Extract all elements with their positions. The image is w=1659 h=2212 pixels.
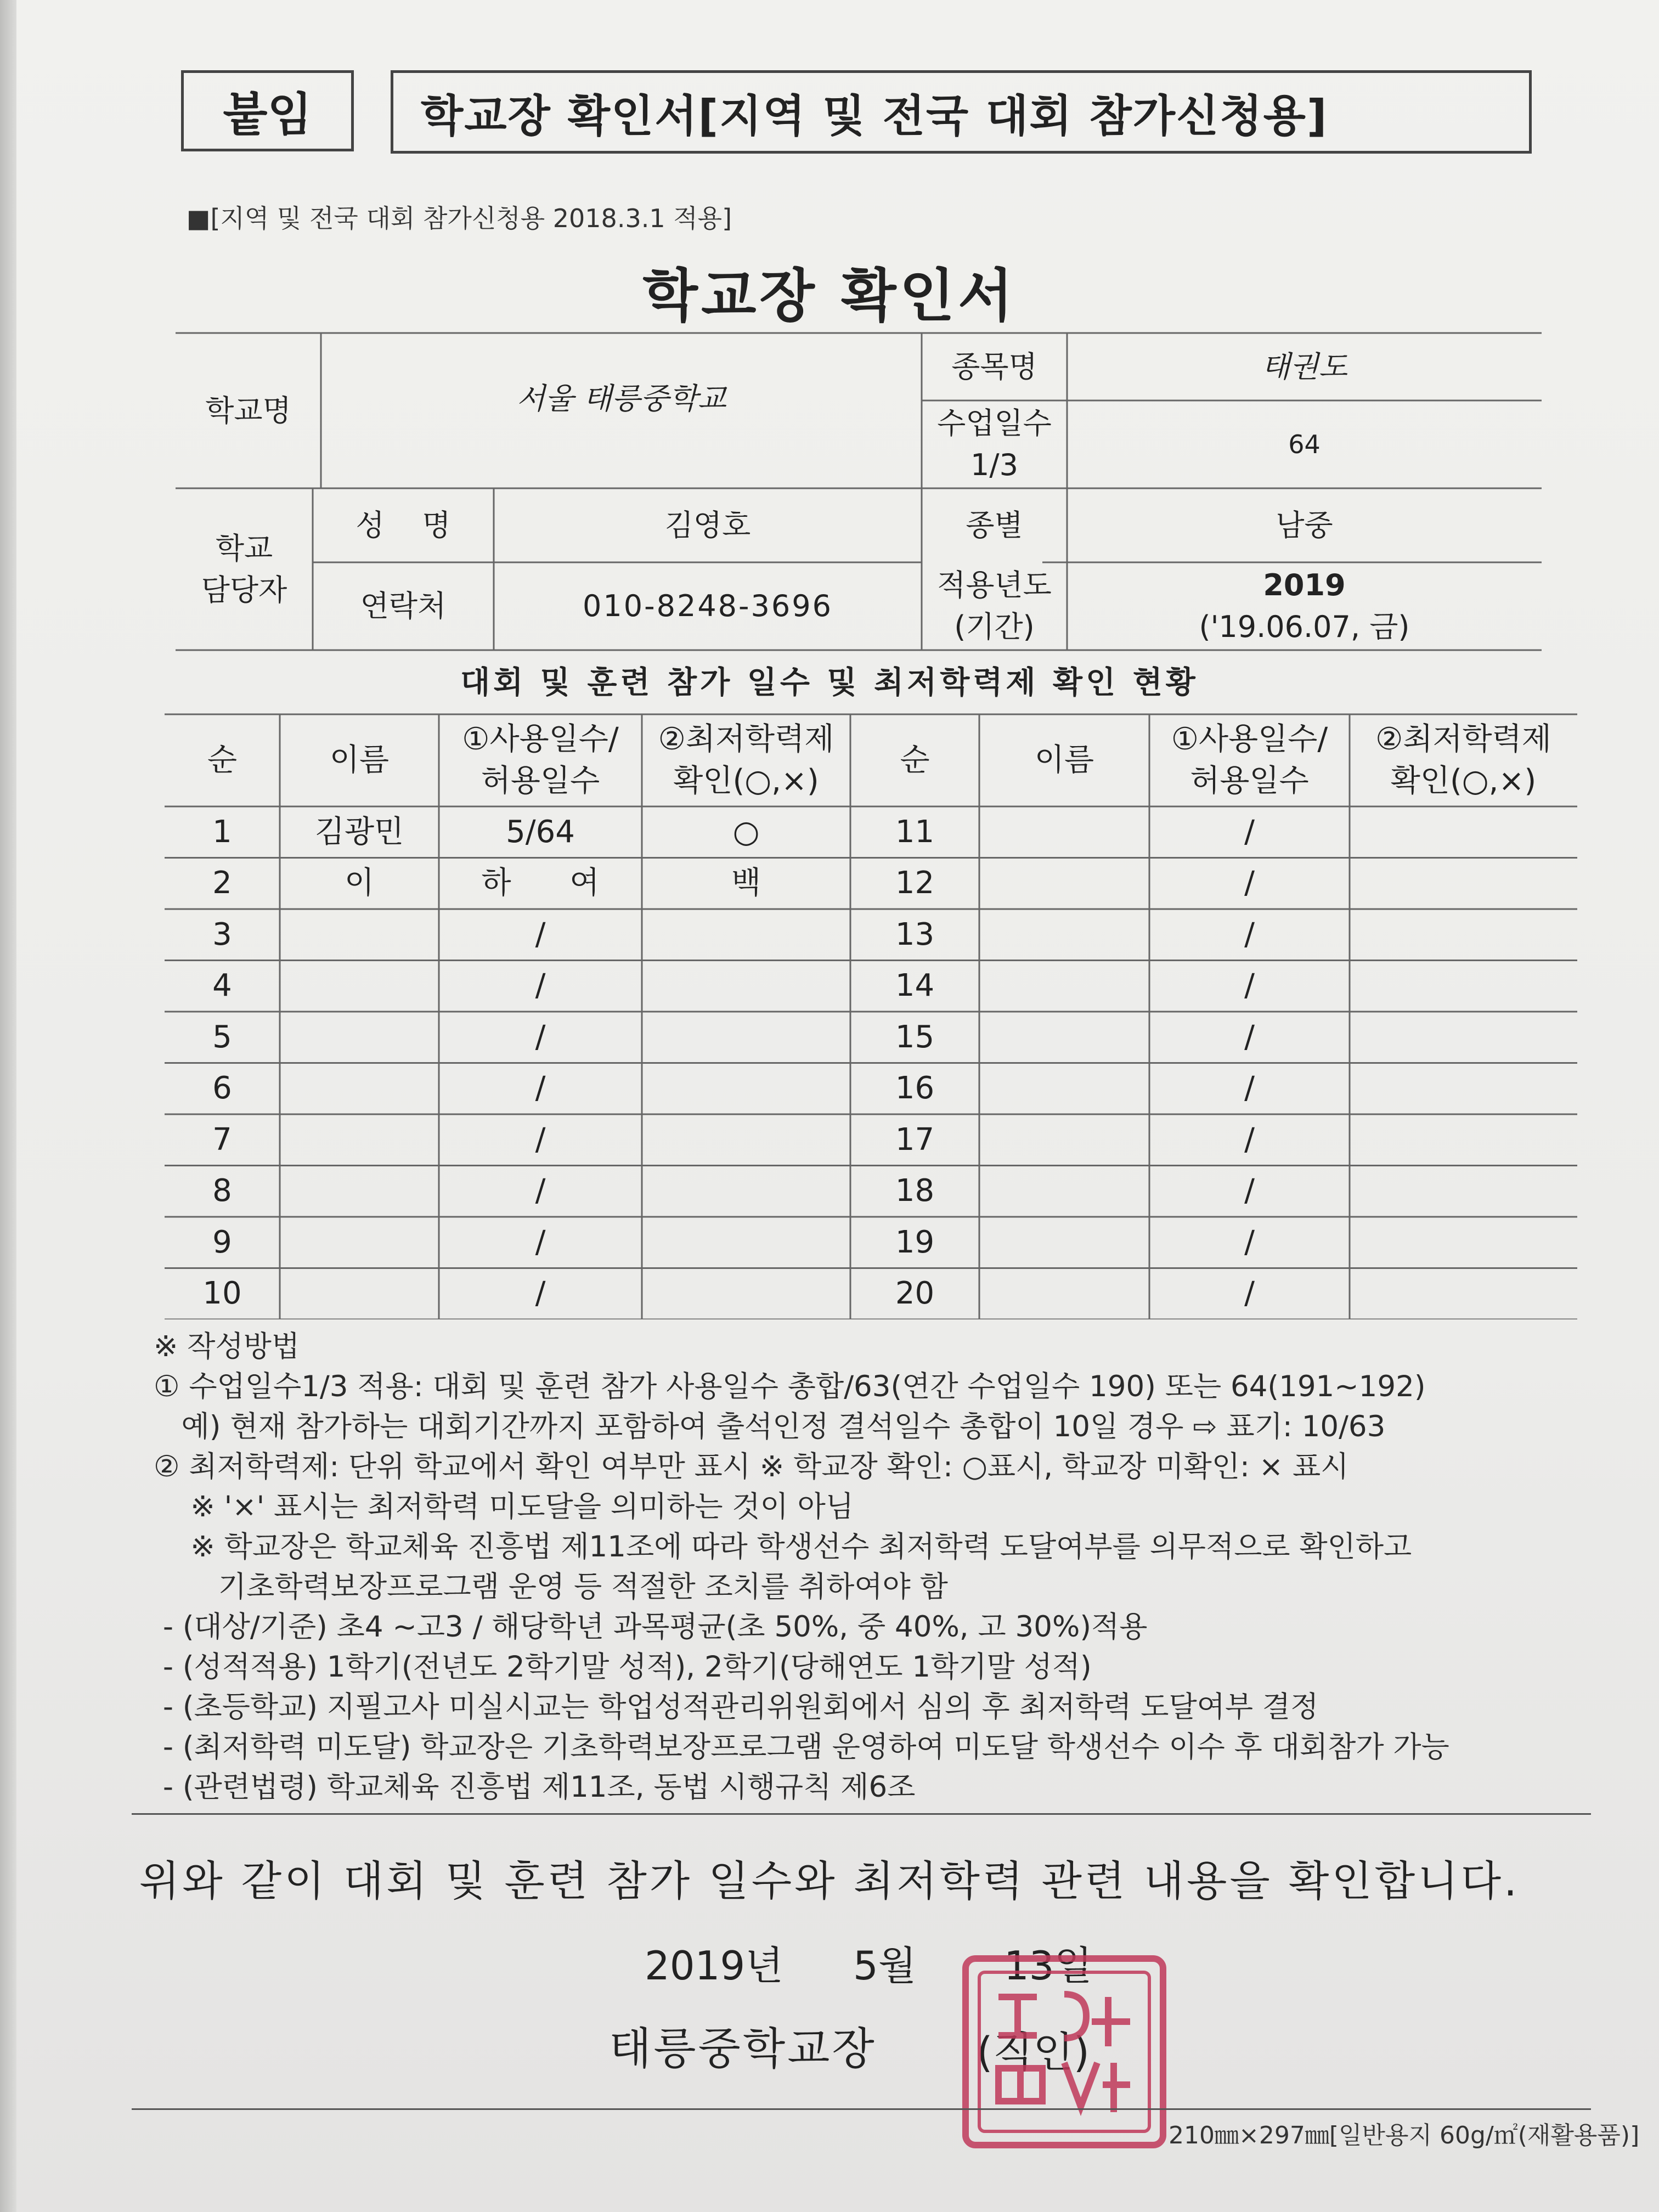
row-min-achievement	[1350, 1217, 1577, 1268]
confirmation-statement: 위와 같이 대회 및 훈련 참가 일수와 최저학력 관련 내용을 확인합니다.	[139, 1857, 1520, 1905]
row-used-days: /	[535, 1173, 546, 1209]
sport-value: 태권도	[1261, 349, 1347, 384]
row-min-achievement	[1350, 858, 1577, 910]
row-min-achievement	[1350, 909, 1577, 961]
row-min-achievement	[642, 1063, 850, 1115]
instructions-block	[154, 1327, 1591, 1807]
row-number: 11	[895, 814, 935, 850]
row-number: 15	[895, 1019, 935, 1055]
row-used-days: /	[1244, 1070, 1255, 1107]
days-label	[922, 400, 1067, 488]
row-name	[280, 1063, 439, 1115]
header-min-achievement	[642, 714, 850, 806]
header-no: 순	[900, 742, 930, 778]
row-name	[979, 1217, 1149, 1268]
row-name	[280, 1114, 439, 1166]
row-name	[979, 909, 1149, 961]
row-number: 20	[895, 1276, 935, 1312]
row-name	[979, 1268, 1149, 1320]
row-name	[979, 806, 1149, 858]
row-name	[979, 961, 1149, 1012]
row-min-achievement: ○	[732, 814, 760, 850]
row-number: 18	[895, 1173, 935, 1209]
instruction-line: - (대상/기준) 초4 ~고3 / 해당학년 과목평균(초 50%, 중 40%, 고 30%)적용	[154, 1610, 1148, 1644]
contact-person-label-line1: 학교	[215, 531, 273, 566]
row-used-days: /	[535, 1070, 546, 1107]
row-min-achievement	[642, 1217, 850, 1268]
days-label-line2: 1/3	[970, 448, 1018, 482]
row-min-achievement	[1350, 1063, 1577, 1115]
header-min-achievement-line1: ②최저학력제	[1375, 721, 1551, 758]
header-used-days	[1149, 714, 1350, 806]
row-number: 1	[212, 814, 232, 850]
instruction-line: ※ '×' 표시는 최저학력 미도달을 의미하는 것이 아님	[154, 1490, 854, 1523]
row-number: 3	[212, 916, 232, 952]
date-year: 2019년	[645, 1943, 783, 1989]
row-used-days: /	[1244, 1121, 1255, 1158]
row-used-days: 5/64	[506, 814, 575, 850]
row-min-achievement	[642, 1012, 850, 1063]
sub-note: ■[지역 및 전국 대회 참가신청용 2018.3.1 적용]	[187, 204, 732, 233]
row-min-achievement	[1350, 961, 1577, 1012]
divider-top	[132, 1813, 1591, 1815]
instruction-line: - (성적적용) 1학기(전년도 2학기말 성적), 2학기(당해연도 1학기말 성적)	[154, 1650, 1092, 1684]
phone-value: 010-8248-3696	[583, 589, 833, 624]
header-title: 학교장 확인서[지역 및 전국 대회 참가신청용]	[391, 70, 1532, 154]
row-number: 17	[895, 1121, 935, 1158]
row-used-days: /	[1244, 916, 1255, 952]
row-used-days: /	[1244, 865, 1255, 901]
school-label: 학교명	[205, 393, 291, 428]
header-name: 이름	[1034, 742, 1094, 778]
row-used-days: /	[535, 968, 546, 1004]
header-min-achievement-line2: 확인(○,×)	[673, 763, 819, 799]
row-min-achievement	[642, 1166, 850, 1217]
row-used-days: /	[535, 1224, 546, 1260]
row-name	[979, 1114, 1149, 1166]
year-value-main: 2019	[1263, 568, 1346, 603]
info-table	[176, 332, 1542, 651]
header-min-achievement-line1: ②최저학력제	[658, 721, 834, 758]
row-number: 16	[895, 1070, 935, 1107]
instruction-line: ① 수업일수1/3 적용: 대회 및 훈련 참가 사용일수 총합/63(연간 수업일수 190) 또는 64(191~192)	[154, 1370, 1426, 1403]
row-min-achievement	[1350, 1012, 1577, 1063]
row-name	[979, 1063, 1149, 1115]
days-value: 64	[1288, 429, 1321, 459]
year-label	[922, 562, 1067, 650]
header-no: 순	[207, 742, 238, 778]
gender-label: 종별	[966, 507, 1023, 543]
instruction-line: ※ 학교장은 학교체육 진흥법 제11조에 따라 학생선수 최저학력 도달여부를 의무적으로 확인하고	[154, 1530, 1412, 1564]
instruction-line: - (초등학교) 지필고사 미실시교는 학업성적관리위원회에서 심의 후 최저학력 도달여부 결정	[154, 1690, 1319, 1724]
row-name	[280, 909, 439, 961]
row-min-achievement: 백	[731, 865, 761, 901]
row-name	[280, 961, 439, 1012]
row-number: 9	[212, 1224, 232, 1260]
row-name	[979, 1166, 1149, 1217]
row-used-days: /	[535, 1276, 546, 1312]
row-used-days: /	[1244, 1276, 1255, 1312]
row-number: 13	[895, 916, 935, 952]
row-name: 김광민	[314, 814, 404, 850]
row-used-days: /	[1244, 1173, 1255, 1209]
row-name: 이	[344, 865, 375, 901]
name-label: 성 명	[356, 507, 451, 543]
header-used-days-line2: 허용일수	[1190, 763, 1309, 799]
period-value: ('19.06.07, 금)	[1199, 610, 1410, 644]
row-number: 2	[212, 865, 232, 901]
name-value: 김영호	[664, 507, 751, 543]
row-min-achievement	[1350, 1268, 1577, 1320]
header-used-days-line2: 허용일수	[481, 763, 600, 799]
row-name	[280, 1012, 439, 1063]
header-used-days-line1: ①사용일수/	[1171, 721, 1328, 758]
contact-person-label-line2: 담당자	[201, 572, 287, 607]
row-name	[280, 1268, 439, 1320]
row-used-days: /	[535, 1019, 546, 1055]
row-number: 12	[895, 865, 935, 901]
row-min-achievement	[642, 909, 850, 961]
header-name: 이름	[329, 742, 390, 778]
row-min-achievement	[1350, 1166, 1577, 1217]
row-used-days: /	[1244, 814, 1255, 850]
instruction-line: ② 최저학력제: 단위 학교에서 확인 여부만 표시 ※ 학교장 확인: ○표시, 학교장 미확인: × 표시	[154, 1450, 1349, 1483]
contact-person-label	[176, 488, 313, 650]
date-day: 13일	[1004, 1943, 1093, 1989]
page-title: 학교장 확인서	[642, 262, 1017, 329]
header-min-achievement-line2: 확인(○,×)	[1390, 763, 1537, 799]
instruction-line: ※ 작성방법	[154, 1330, 300, 1363]
instruction-line: 예) 현재 참가하는 대회기간까지 포함하여 출석인정 결석일수 총합이 10일 경우 ⇨ 표기: 10/63	[154, 1410, 1386, 1443]
row-number: 8	[212, 1173, 232, 1209]
header-min-achievement	[1350, 714, 1577, 806]
row-used-days: 하 여	[481, 865, 600, 901]
official-seal-label: (직인)	[977, 2028, 1090, 2076]
sport-label: 종목명	[951, 349, 1037, 384]
row-min-achievement	[642, 1268, 850, 1320]
instruction-line: - (관련법령) 학교체육 진흥법 제11조, 동법 시행규칙 제6조	[154, 1770, 916, 1804]
days-label-line1: 수업일수	[937, 406, 1052, 441]
roster-table	[165, 713, 1577, 1319]
row-number: 6	[212, 1070, 232, 1107]
row-used-days: /	[535, 916, 546, 952]
row-number: 10	[202, 1276, 242, 1312]
row-name	[280, 1217, 439, 1268]
principal-title: 태릉중학교장	[609, 2023, 877, 2074]
status-section-title: 대회 및 훈련 참가 일수 및 최저학력제 확인 현황	[460, 665, 1199, 701]
instruction-line: - (최저학력 미도달) 학교장은 기초학력보장프로그램 운영하여 미도달 학생선수 이수 후 대회참가 가능	[154, 1730, 1449, 1764]
row-number: 4	[212, 968, 232, 1004]
row-number: 7	[212, 1121, 232, 1158]
instruction-line: 기초학력보장프로그램 운영 등 적절한 조치를 취하여야 함	[154, 1570, 948, 1604]
row-number: 5	[212, 1019, 232, 1055]
row-used-days: /	[535, 1121, 546, 1158]
year-label-line1: 적용년도	[937, 568, 1052, 603]
attachment-tag: 붙임	[181, 70, 354, 151]
gender-value: 남중	[1276, 507, 1333, 543]
row-number: 14	[895, 968, 935, 1004]
paper-spec: 210㎜×297㎜[일반용지 60g/㎡(재활용품)]	[1169, 2121, 1640, 2149]
row-used-days: /	[1244, 1224, 1255, 1260]
row-name	[979, 858, 1149, 910]
year-value	[1067, 562, 1542, 650]
header-used-days	[439, 714, 642, 806]
year-label-line2: (기간)	[954, 610, 1035, 644]
row-min-achievement	[1350, 1114, 1577, 1166]
row-name	[979, 1012, 1149, 1063]
row-number: 19	[895, 1224, 935, 1260]
phone-label: 연락처	[360, 589, 447, 624]
row-min-achievement	[1350, 806, 1577, 858]
official-seal-stamp	[955, 1942, 1174, 2156]
header-used-days-line1: ①사용일수/	[462, 721, 619, 758]
row-min-achievement	[642, 961, 850, 1012]
row-name	[280, 1166, 439, 1217]
date-month: 5월	[853, 1943, 917, 1989]
row-used-days: /	[1244, 968, 1255, 1004]
row-min-achievement	[642, 1114, 850, 1166]
school-value: 서울 태릉중학교	[516, 381, 726, 416]
row-used-days: /	[1244, 1019, 1255, 1055]
divider-bottom	[132, 2108, 1591, 2110]
